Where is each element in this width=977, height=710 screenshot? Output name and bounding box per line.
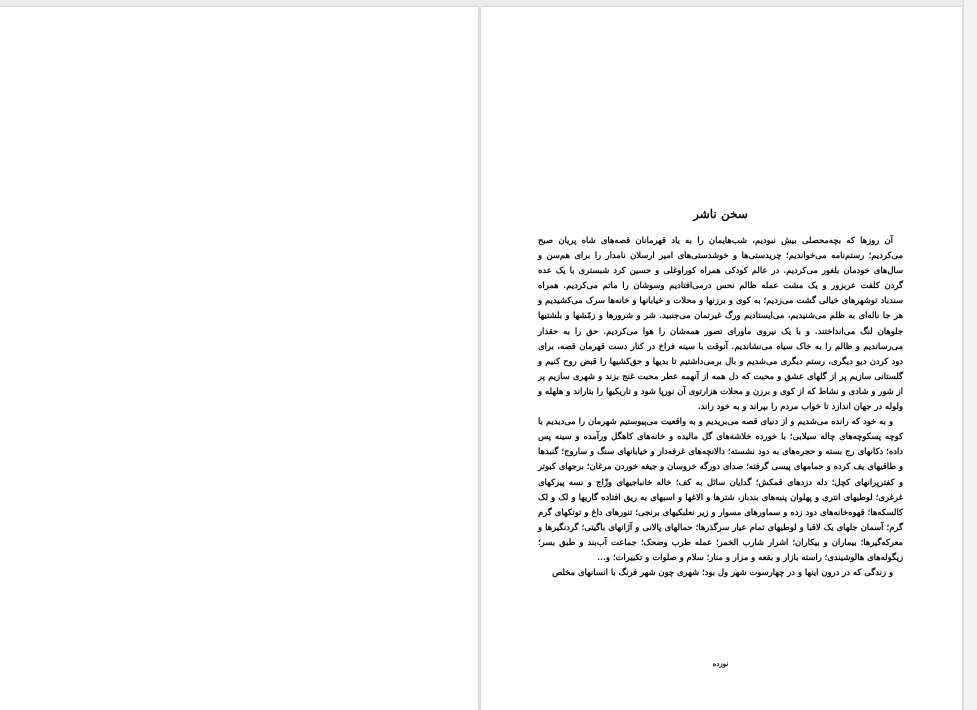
vertical-scrollbar[interactable]	[963, 0, 977, 710]
body-text	[538, 233, 903, 580]
page-title: سخن ناشر	[693, 207, 748, 221]
page-number: نوزده	[712, 659, 729, 668]
paragraph-3: و زندگی که در درون اینها و در چهارسوت شهر ول بود؛ شهری چون شهر فرنگ با انسانهای مخلص	[552, 567, 893, 578]
page-right	[481, 7, 962, 710]
paragraph-1: آن روزها که بچه‌محصلی بیش نبودیم، شب‌هایمان را به یاد قهرمانان قصه‌های شاه پریان صبح می‌کردیم؛ رستم‌نامه می‌خواندیم؛ چریدستی‌ها و خوشدستی‌های امیر ارسلان نامدار را برای هم‌سن و سال‌های خودمان بلغور می‌کردیم. در عالم کودکی همراه کوراوغلی و حسین کرد شبستری با یک عده گردن کلفت عربزور و یک مشت عمله ظالم نحس درمی‌افتادیم وسوشان را ماتم می‌کردیم. همراه سندباد توشهرهای خیالی گشت می‌زدیم؛ به کوی و برزنها و محلات و خیابانها و خانه‌ها سرک می‌کشیدیم و هر جا ناله‌ای به ظلم می‌شنیدیم، می‌ایستادیم ورگ غیرتمان می‌جنبید. شر و شرورها و زمّشها و بلشتیها جلوهان لنگ می‌انداختند. و با یک نیروی ماورای تصور همه‌شان را هوا می‌کردیم. حق را به حقدار می‌رساندیم و ظالم را به خاک سیاه می‌نشاندیم. آنوقت با سینه فراخ در کنار دست قهرمان قصه، برای دود کردن دیو دیگری، رستم دیگری می‌شدیم و بال برمی‌داشتیم تا بدیها و حق‌کشیها را قبض روح کنیم و گلستانی سازیم پر از گلهای عشق و محبت که دل همه از آنهمه عطر محبت غنج بزند و شهری سازیم پر از شور و شادی و نشاط که از کوی و برزن و محلات هزارتوی آن نورپا شود و تاریکیها را بتاراند و هلهله و ولوله در جهان اندازد تا خواب مردم را بپراند و به خود راند.	[538, 235, 903, 412]
paragraph-2: و به خود که رانده می‌شدیم و از دنیای قصه می‌بریدیم و به واقعیت می‌پیوستیم شهرمان را می‌دیدیم با کوچه پسکوچه‌های چاله سیلابی؛ با خورده خلاشه‌های گل مالیده و خانه‌های کاهگل ورآمده و سینه پس داده؛ دکانهای رج بسته و حجره‌های به دود نشسته؛ دالانچه‌های غرفه‌دار و خیابانهای سنگ و ساروج؛ گنبدها و طاقیهای یف کرده و حمامهای پیسی گرفته؛ صدای دورگه خروسان و جیغه خوردن مرغان؛ برجهای کبوتر و کفترپرانهای کچل؛ دله دزدهای قمکش؛ گدایان سائل به کف؛ خاله خانباجیهای وزّاج و نسه پیرکهای غرغری؛ لوطیهای انتری و پهلوان پنبه‌های بندباز، شترها و الاغها و اسبهای به ریق افتاده گاریها و لک و لک کالسکه‌ها؛ قهوه‌خانه‌های دود زده و سماورهای مسوار و زیر نعلبکیهای برنجی؛ تنورهای داغ و توتکهای گرم گرم؛ آسمان جلهای یک لاقبا و لوطیهای تمام عیار سرگذرها؛ حمالهای پالانی و آژانهای باگیتی؛ گردنگیرها و معرکه‌گیرها؛ بیماران و بیکاران؛ اشرار شارب الخمر؛ عمله طرب وضحک؛ جماعت آب‌بند و طبق بسر؛ زیگوله‌های هالوشیندی؛ راسته بازار و بقعه و مزار و منار؛ سلام و صلوات و تکبیرات؛ و...	[538, 416, 903, 562]
page-left-blank	[0, 7, 478, 710]
